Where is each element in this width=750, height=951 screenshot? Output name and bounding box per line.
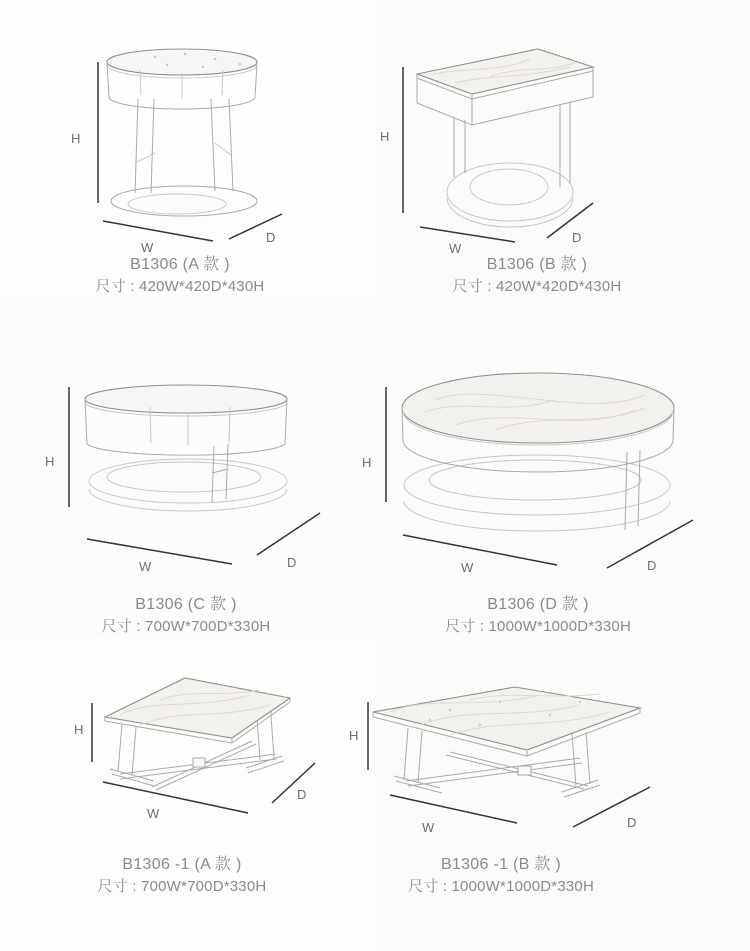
table-drawing-d bbox=[345, 350, 705, 590]
depth-label: D bbox=[297, 787, 307, 802]
table-drawing-b bbox=[370, 15, 630, 255]
table-sketch bbox=[85, 385, 287, 511]
product-caption bbox=[351, 854, 651, 898]
width-label: W bbox=[141, 240, 154, 255]
table-drawing-f bbox=[330, 640, 670, 855]
product-size: 尺寸 : 420W*420D*430H bbox=[452, 278, 622, 295]
product-size: 尺寸 : 700W*700D*330H bbox=[97, 878, 267, 895]
depth-label: D bbox=[266, 230, 276, 245]
height-label: H bbox=[71, 131, 81, 146]
product-card-b1306-c bbox=[0, 300, 375, 635]
product-name: B1306 (D 款 ) bbox=[487, 596, 589, 613]
height-label: H bbox=[45, 454, 55, 469]
dimension-lines bbox=[71, 62, 282, 255]
width-label: W bbox=[422, 820, 435, 835]
product-caption bbox=[32, 854, 332, 898]
product-card-b1306-1-a bbox=[0, 635, 375, 951]
table-sketch bbox=[105, 678, 290, 790]
width-label: W bbox=[147, 806, 160, 821]
depth-label: D bbox=[647, 558, 657, 573]
product-card-b1306-a bbox=[0, 0, 375, 300]
height-label: H bbox=[380, 129, 390, 144]
depth-label: D bbox=[572, 230, 582, 245]
depth-label: D bbox=[627, 815, 637, 830]
width-label: W bbox=[461, 560, 474, 575]
product-caption bbox=[387, 254, 687, 298]
product-caption bbox=[30, 254, 330, 298]
width-label: W bbox=[139, 559, 152, 574]
product-size: 尺寸 : 420W*420D*430H bbox=[95, 278, 265, 295]
product-size: 尺寸 : 1000W*1000D*330H bbox=[408, 878, 594, 895]
product-caption bbox=[388, 594, 688, 638]
product-name: B1306 (A 款 ) bbox=[130, 256, 230, 273]
product-name: B1306 (C 款 ) bbox=[135, 596, 237, 613]
table-sketch bbox=[417, 49, 593, 227]
product-card-b1306-d bbox=[362, 300, 750, 635]
height-label: H bbox=[74, 722, 84, 737]
table-sketch bbox=[373, 687, 640, 797]
product-name: B1306 (B 款 ) bbox=[486, 256, 588, 273]
product-size: 尺寸 : 700W*700D*330H bbox=[101, 618, 271, 635]
product-name: B1306 -1 (B 款 ) bbox=[440, 856, 562, 873]
product-name: B1306 -1 (A 款 ) bbox=[122, 856, 242, 873]
table-drawing-c bbox=[20, 355, 330, 590]
table-drawing-e bbox=[50, 640, 330, 855]
height-label: H bbox=[362, 455, 372, 470]
table-sketch bbox=[402, 373, 674, 531]
table-drawing-a bbox=[55, 15, 315, 255]
product-caption bbox=[36, 594, 336, 638]
product-size: 尺寸 : 1000W*1000D*330H bbox=[445, 618, 631, 635]
table-sketch bbox=[107, 49, 257, 216]
width-label: W bbox=[449, 241, 462, 255]
height-label: H bbox=[349, 728, 359, 743]
product-card-b1306-b bbox=[375, 0, 750, 300]
depth-label: D bbox=[287, 555, 297, 570]
product-card-b1306-1-b bbox=[349, 635, 750, 951]
